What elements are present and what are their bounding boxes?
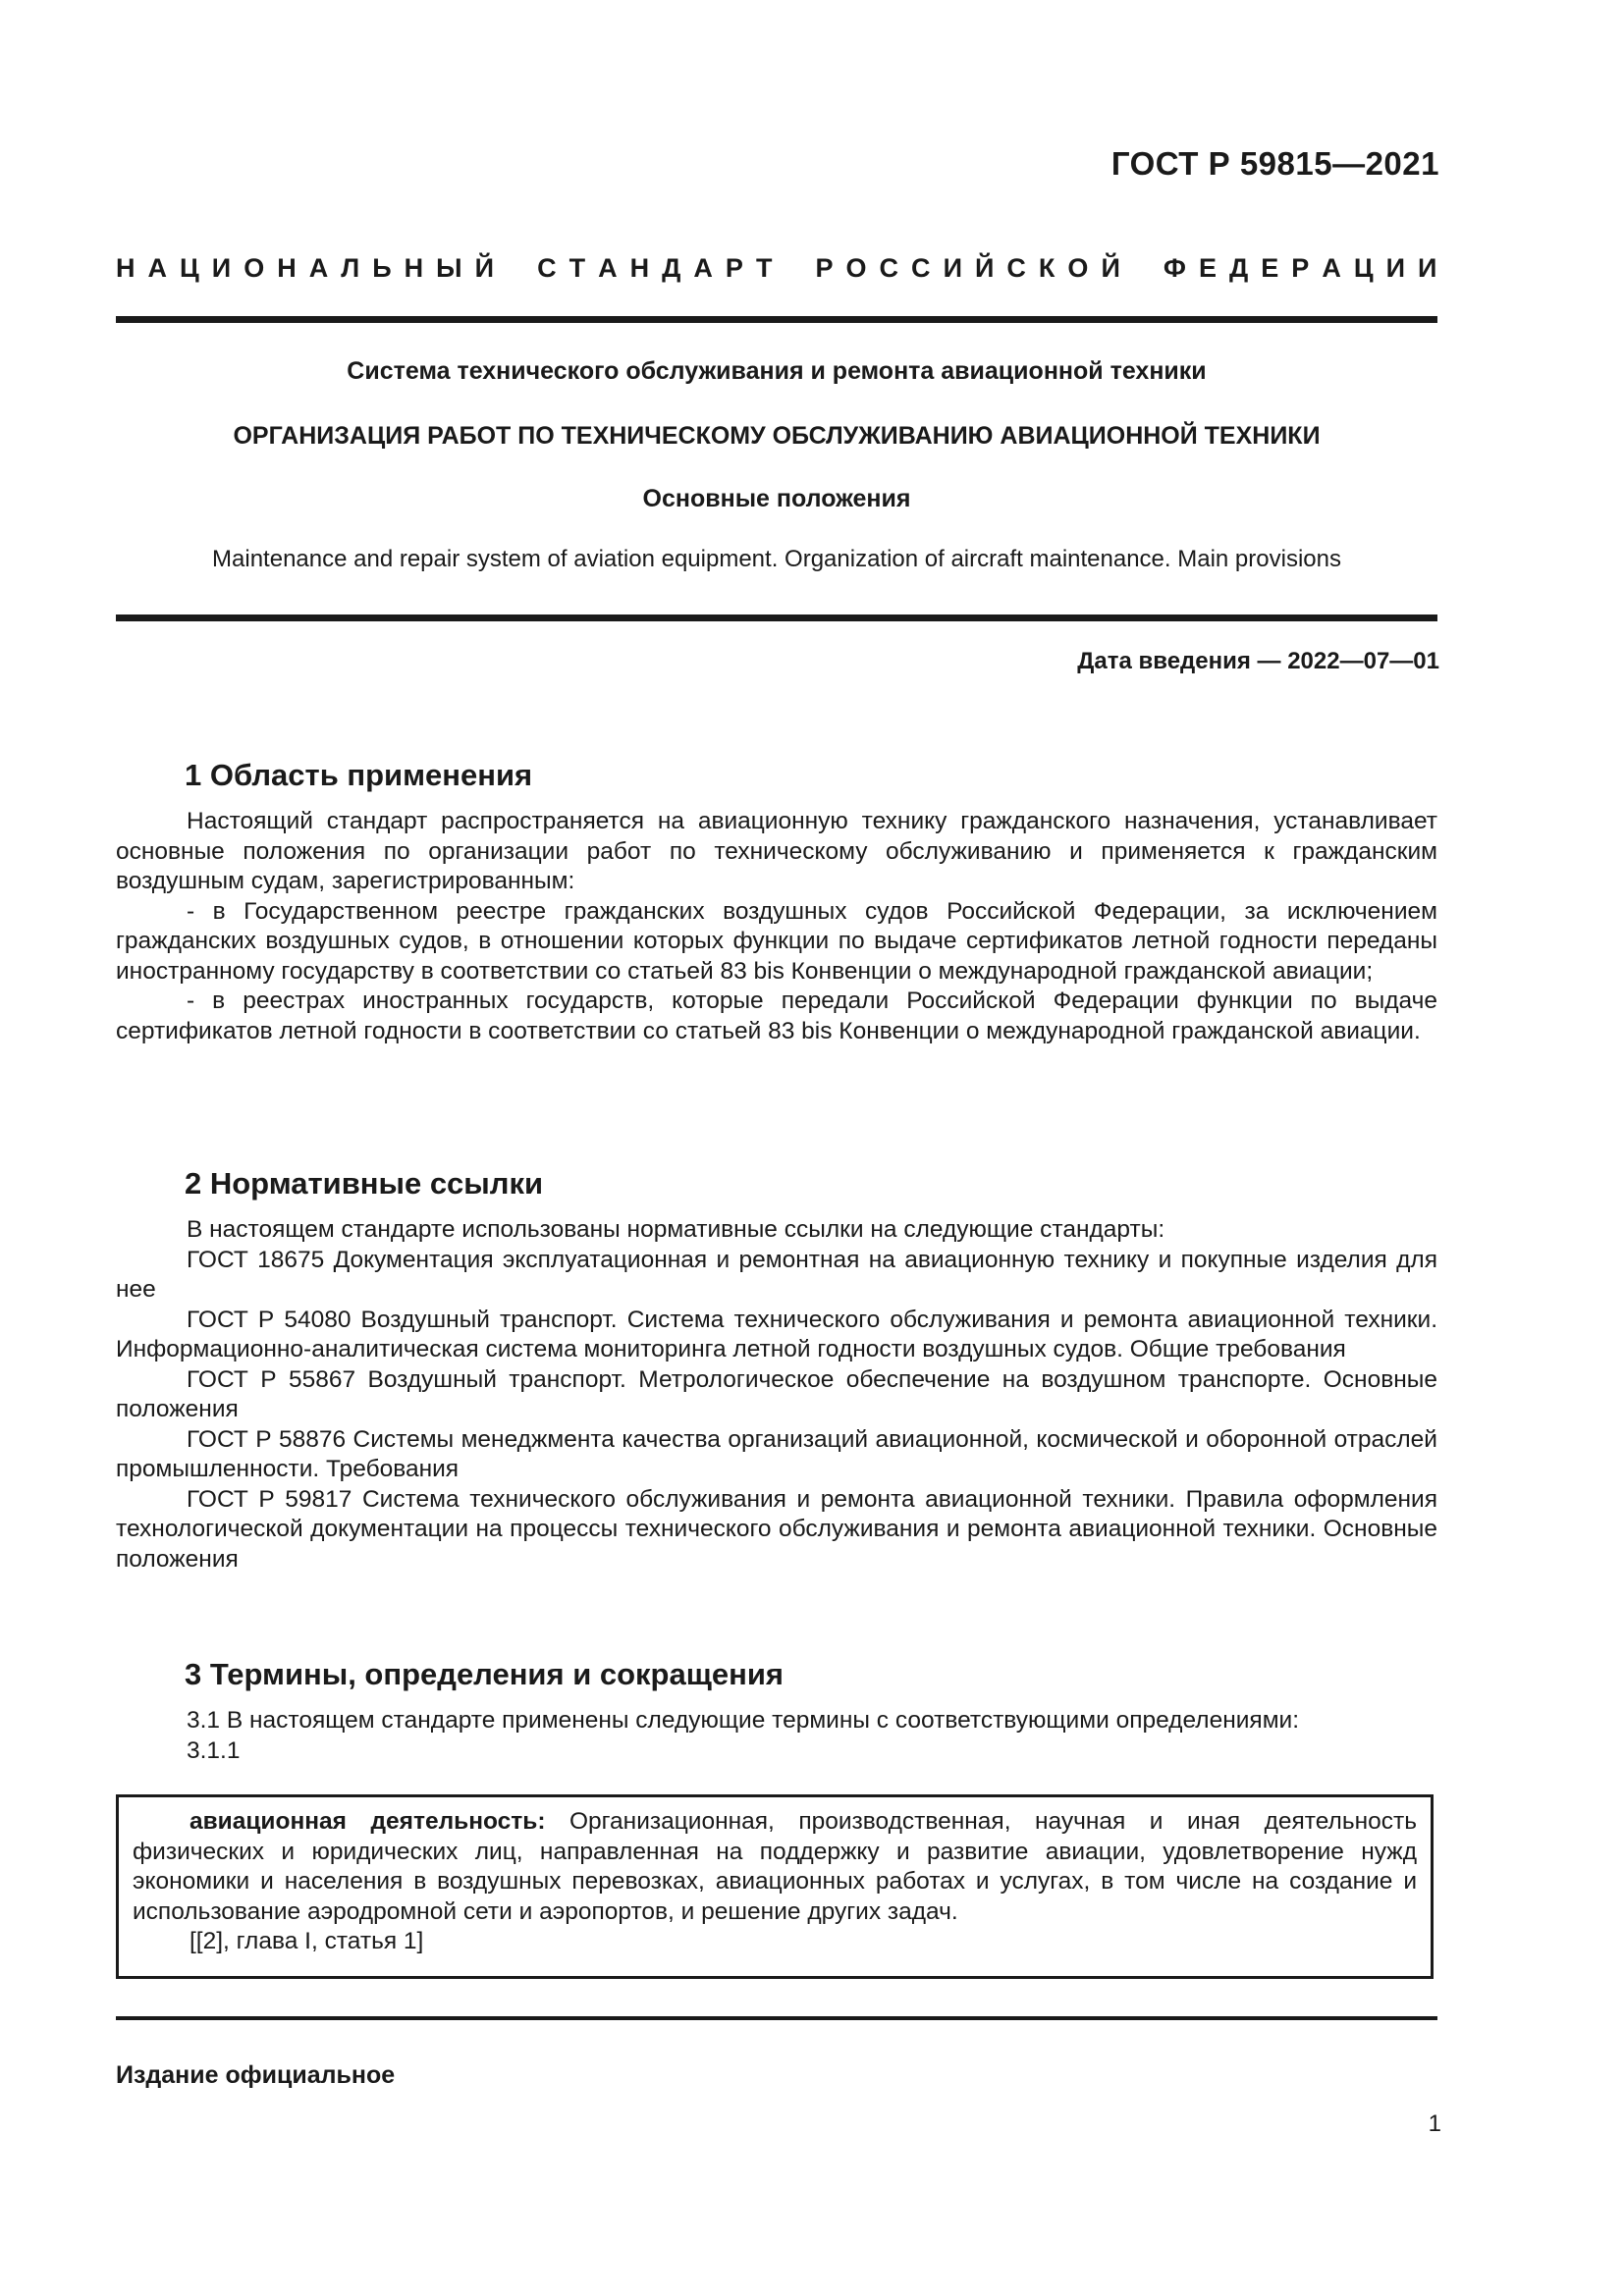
introduction-date: Дата введения — 2022—07—01: [1077, 648, 1439, 674]
reference-item: ГОСТ Р 59817 Система технического обслуживания и ремонта авиационной техники. Правила оформления технологической документации на процессы технического обслуживания и ремонта авиационной техники. Основные положения: [116, 1485, 1437, 1573]
paragraph: - в реестрах иностранных государств, которые передали Российской Федерации функции по выдаче сертификатов летной годности в соответствии со статьей 83 bis Конвенции о международной гражданской авиации.: [116, 988, 1437, 1044]
banner-letter: А: [693, 253, 713, 283]
banner-letter: Н: [629, 253, 650, 283]
section-heading: 1 Область применения: [185, 758, 533, 792]
term-number: 3.1.1: [187, 1736, 241, 1764]
banner-letter: Е: [1261, 253, 1279, 283]
banner-letter: Ц: [180, 253, 199, 283]
definition-text: Организационная, производственная, научная и иная деятельность физических и юридических лиц, направленная на поддержку и развитие авиации, удовлетворение нужд экономики и населения в воздушных перевозках, авиационных работах и услугах, в том числе на создание и использование аэродромной сети и аэропортов, и решение других задач.: [133, 1808, 1417, 1925]
banner-letter: Н: [277, 253, 297, 283]
banner-letter: С: [879, 253, 899, 283]
section-normative-references: [116, 1166, 1437, 1575]
banner-letter: И: [943, 253, 962, 283]
banner-letter: Н: [404, 253, 424, 283]
banner-letter: А: [147, 253, 168, 283]
banner-letter: Д: [662, 253, 681, 283]
banner-letter: Р: [1291, 253, 1310, 283]
banner-letter: С: [1006, 253, 1026, 283]
page-number: 1: [1428, 2110, 1441, 2137]
paragraph: - в Государственном реестре гражданских воздушных судов Российской Федерации, за исключением гражданских воздушных судов, в отношении которых функции по выдаче сертификатов летной годности переданы иностранному государству в соответствии со статьей 83 bis Конвенции о международной гражданской авиации;: [116, 897, 1437, 985]
banner-letter: О: [244, 253, 265, 283]
document-number: ГОСТ Р 59815—2021: [1110, 145, 1439, 182]
banner-letter: Ф: [1163, 253, 1186, 283]
reference-item: ГОСТ Р 55867 Воздушный транспорт. Метрологическое обеспечение на воздушном транспорте. Основные положения: [116, 1365, 1437, 1422]
official-edition-label: Издание официальное: [116, 2061, 396, 2089]
paragraph: В настоящем стандарте использованы нормативные ссылки на следующие стандарты:: [187, 1216, 1165, 1243]
banner-letter: Й: [474, 253, 495, 283]
subtitle: Основные положения: [642, 485, 911, 512]
paragraph: Настоящий стандарт распространяется на авиационную технику гражданского назначения, устанавливает основные положения по организации работ по техническому обслуживанию и применяется к гражданским воздушным судам, зарегистрированным:: [116, 808, 1437, 894]
banner-letter: И: [211, 253, 232, 283]
section-heading: 2 Нормативные ссылки: [185, 1166, 544, 1201]
banner-letter: Р: [725, 253, 743, 283]
main-title: ОРГАНИЗАЦИЯ РАБОТ ПО ТЕХНИЧЕСКОМУ ОБСЛУЖИВАНИЮ АВИАЦИОННОЙ ТЕХНИКИ: [233, 422, 1321, 450]
banner-letter: А: [1322, 253, 1341, 283]
title-rule: [116, 614, 1437, 621]
term-definition-box: [116, 1794, 1434, 1979]
banner-letter: Д: [1228, 253, 1249, 283]
banner-letter: Н: [116, 253, 135, 283]
reference-item: ГОСТ Р 54080 Воздушный транспорт. Система технического обслуживания и ремонта авиационной техники. Информационно-аналитическая система мониторинга летной годности воздушных судов. Общие требования: [116, 1306, 1437, 1362]
banner-letter: К: [1038, 253, 1056, 283]
banner-space: [1133, 253, 1151, 284]
english-title: Maintenance and repair system of aviation equipment. Organization of aircraft maintenance. Main provisions: [212, 546, 1341, 572]
national-standard-banner: [116, 253, 1437, 284]
banner-letter: Ы: [436, 253, 462, 283]
section-terms: [116, 1657, 1437, 1766]
banner-space: [785, 253, 802, 284]
term-definition: [133, 1807, 1417, 1927]
banner-letter: И: [1385, 253, 1405, 283]
section-scope: [116, 758, 1437, 1046]
term-name: авиационная деятельность:: [189, 1808, 546, 1835]
banner-letter: Т: [755, 253, 773, 283]
system-title: Система технического обслуживания и ремонта авиационной техники: [347, 357, 1207, 385]
paragraph: 3.1 В настоящем стандарте применены следующие термины с соответствующими определениями:: [187, 1707, 1300, 1734]
banner-letter: С: [911, 253, 931, 283]
banner-letter: Ц: [1353, 253, 1374, 283]
footer-rule: [116, 2016, 1437, 2020]
banner-letter: А: [598, 253, 618, 283]
banner-letter: Л: [341, 253, 360, 283]
section-heading: 3 Термины, определения и сокращения: [185, 1657, 784, 1691]
banner-letter: А: [308, 253, 329, 283]
banner-letter: О: [1067, 253, 1089, 283]
top-rule: [116, 316, 1437, 323]
term-source: [[2], глава I, статья 1]: [189, 1928, 424, 1954]
banner-letter: Й: [974, 253, 995, 283]
banner-letter: И: [1418, 253, 1437, 283]
reference-item: ГОСТ Р 58876 Системы менеджмента качества организаций авиационной, космической и оборонной отраслей промышленности. Требования: [116, 1425, 1437, 1482]
banner-letter: Р: [815, 253, 834, 283]
banner-letter: Ь: [372, 253, 392, 283]
banner-letter: О: [845, 253, 867, 283]
banner-letter: Й: [1101, 253, 1120, 283]
banner-letter: С: [537, 253, 557, 283]
banner-space: [507, 253, 524, 284]
banner-letter: Т: [568, 253, 586, 283]
banner-letter: Е: [1198, 253, 1217, 283]
reference-item: ГОСТ 18675 Документация эксплуатационная и ремонтная на авиационную технику и покупные изделия для нее: [116, 1246, 1437, 1303]
